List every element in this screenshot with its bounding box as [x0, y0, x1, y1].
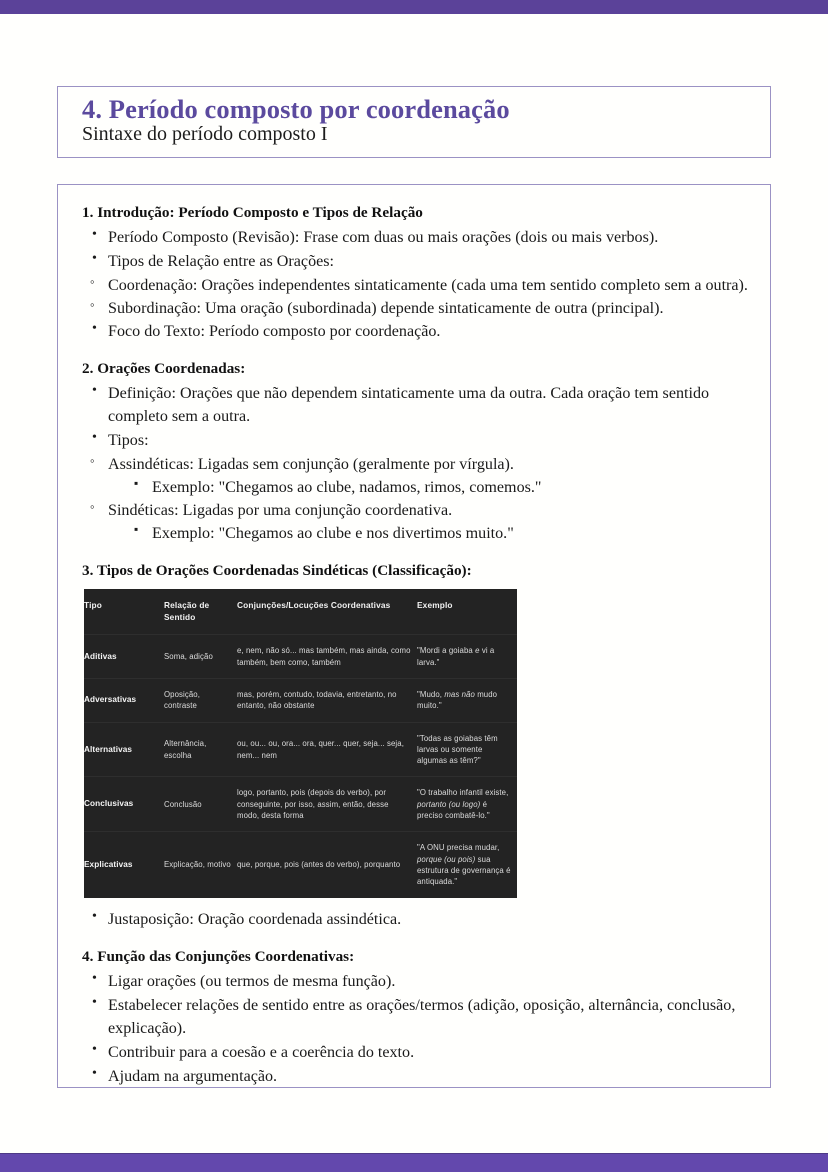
list-item: ◦ Coordenação: Orações independentes sintaticamente (cada uma tem sentido completo sem a outra). [82, 274, 752, 297]
cell-conjuncoes: que, porque, pois (antes do verbo), porquanto [237, 832, 417, 898]
list-item: ◦ Sindéticas: Ligadas por uma conjunção coordenativa. [82, 499, 752, 522]
page-subtitle: Sintaxe do período composto I [82, 123, 328, 145]
cell-conjuncoes: logo, portanto, pois (depois do verbo), por conseguinte, por isso, assim, então, desse modo, desta forma [237, 777, 417, 832]
section-1-list [82, 226, 752, 273]
bottom-accent-bar [0, 1153, 828, 1172]
section-4-list [82, 970, 752, 1088]
cell-tipo: Adversativas [84, 679, 164, 723]
list-item: ◦ Subordinação: Uma oração (subordinada) depende sintaticamente de outra (principal). [82, 297, 752, 320]
list-item: ▪ Exemplo: "Chegamos ao clube e nos divertimos muito." [126, 522, 752, 545]
table-header-exemplo: Exemplo [417, 600, 453, 611]
list-item: ▪ Exemplo: "Chegamos ao clube, nadamos, rimos, comemos." [126, 476, 752, 499]
cell-exemplo: "O trabalho infantil existe, portanto (ou logo) é preciso combatê-lo." [417, 777, 517, 832]
cell-exemplo: "A ONU precisa mudar, porque (ou pois) sua estrutura de governança é antiquada." [417, 832, 517, 898]
list-item: • Ajudam na argumentação. [82, 1065, 752, 1088]
section-3-after-table-list [82, 908, 752, 931]
cell-exemplo: "Mordi a goiaba e vi a larva." [417, 635, 517, 679]
section-3 [82, 561, 752, 930]
section-2-heading: 2. Orações Coordenadas: [82, 360, 246, 378]
section-1 [82, 203, 752, 343]
table-body [84, 635, 517, 898]
section-2-example-assindeticas [126, 476, 752, 499]
table-header-tipo: Tipo [84, 600, 102, 611]
page-title: 4. Período composto por coordenação [82, 94, 510, 124]
conjunctions-table [84, 589, 517, 897]
section-4-heading: 4. Função das Conjunções Coordenativas: [82, 947, 355, 965]
table-row [84, 777, 517, 832]
table-row [84, 679, 517, 723]
cell-exemplo: "Mudo, mas não mudo muito." [417, 679, 517, 723]
section-3-heading: 3. Tipos de Orações Coordenadas Sindéticas (Classificação): [82, 562, 472, 580]
table-row [84, 832, 517, 898]
table-header-row [84, 589, 517, 635]
list-item: • Justaposição: Oração coordenada assindética. [82, 908, 752, 931]
cell-relacao: Alternância, escolha [164, 722, 237, 777]
section-2-list [82, 382, 752, 452]
table-header-relacao: Relação de Sentido [164, 600, 210, 622]
cell-tipo: Conclusivas [84, 777, 164, 832]
top-accent-bar [0, 0, 828, 14]
cell-tipo: Aditivas [84, 635, 164, 679]
table-row [84, 722, 517, 777]
list-item: • Definição: Orações que não dependem sintaticamente uma da outra. Cada oração tem sentido completo sem a outra. [82, 382, 752, 428]
section-2 [82, 359, 752, 545]
cell-tipo: Explicativas [84, 832, 164, 898]
cell-relacao: Soma, adição [164, 635, 237, 679]
section-2-sublist-sindeticas [82, 499, 752, 522]
list-item: • Estabelecer relações de sentido entre as orações/termos (adição, oposição, alternância, conclusão, explicação). [82, 994, 752, 1040]
list-item: • Foco do Texto: Período composto por coordenação. [82, 320, 752, 343]
list-item: • Tipos de Relação entre as Orações: [82, 250, 752, 273]
section-4 [82, 947, 752, 1088]
section-2-example-sindeticas [126, 522, 752, 545]
cell-relacao: Explicação, motivo [164, 832, 237, 898]
list-item: ◦ Assindéticas: Ligadas sem conjunção (geralmente por vírgula). [82, 453, 752, 476]
cell-relacao: Oposição, contraste [164, 679, 237, 723]
cell-exemplo: "Todas as goiabas têm larvas ou somente algumas as têm?" [417, 722, 517, 777]
section-2-sublist-assindeticas [82, 453, 752, 476]
conjunctions-table-element [84, 589, 517, 897]
table-row [84, 635, 517, 679]
cell-relacao: Conclusão [164, 777, 237, 832]
list-item: • Contribuir para a coesão e a coerência do texto. [82, 1041, 752, 1064]
cell-conjuncoes: ou, ou... ou, ora... ora, quer... quer, seja... seja, nem... nem [237, 722, 417, 777]
title-box [57, 86, 771, 158]
content-box [57, 184, 771, 1088]
section-1-sublist [82, 274, 752, 320]
list-item: • Ligar orações (ou termos de mesma função). [82, 970, 752, 993]
cell-tipo: Alternativas [84, 722, 164, 777]
section-1-list-cont [82, 320, 752, 343]
list-item: • Período Composto (Revisão): Frase com duas ou mais orações (dois ou mais verbos). [82, 226, 752, 249]
section-1-heading: 1. Introdução: Período Composto e Tipos de Relação [82, 204, 423, 221]
cell-conjuncoes: e, nem, não só... mas também, mas ainda, como também, bem como, também [237, 635, 417, 679]
table-header-conjuncoes: Conjunções/Locuções Coordenativas [237, 600, 391, 611]
cell-conjuncoes: mas, porém, contudo, todavia, entretanto, no entanto, não obstante [237, 679, 417, 723]
list-item: • Tipos: [82, 429, 752, 452]
